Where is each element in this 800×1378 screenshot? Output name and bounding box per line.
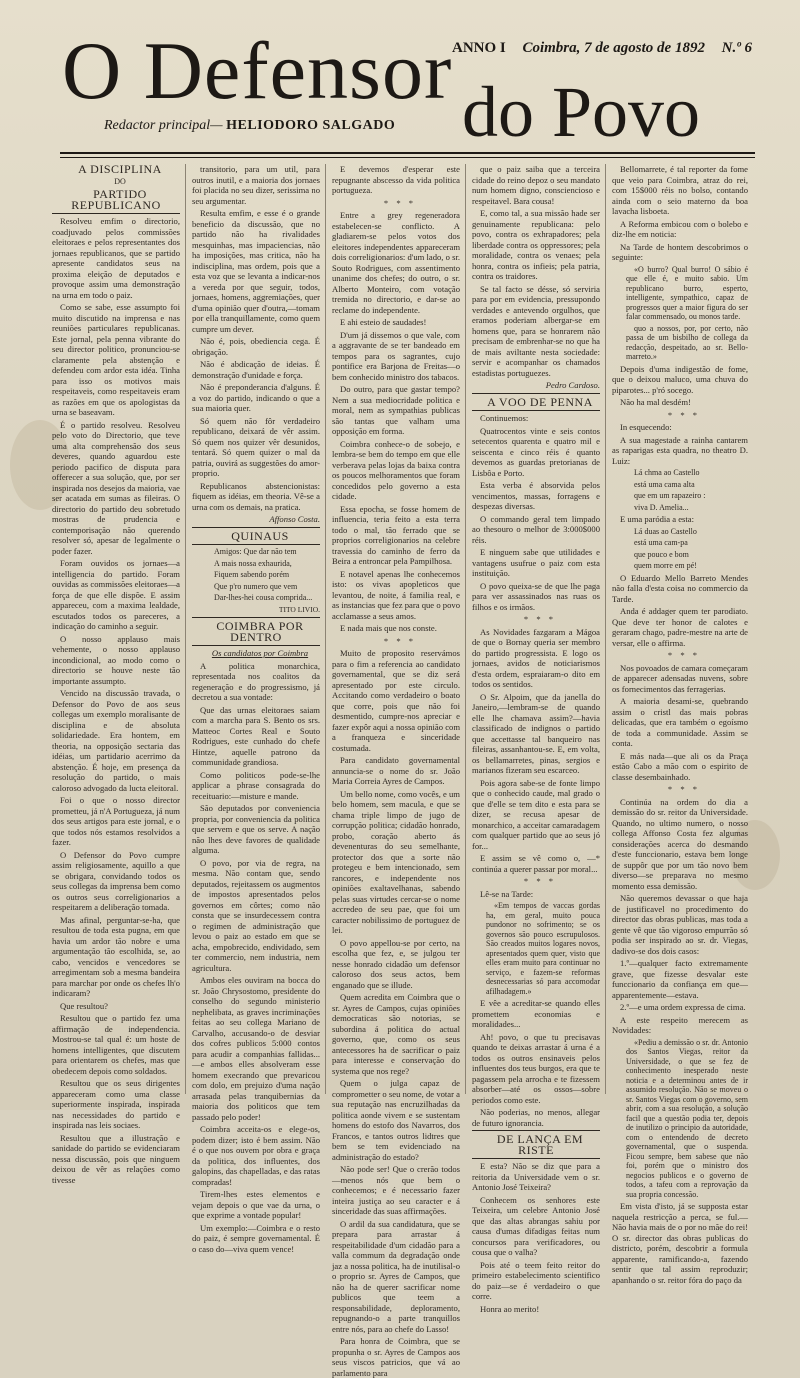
poem-line: Que p'ro numero que vem bbox=[214, 581, 298, 591]
column-separator bbox=[465, 164, 466, 1094]
paragraph: O Defensor do Povo cumpre assim religiosamente, aquillo a que se obrigara, convidando todos os seus collegas da imprensa bem como os outros seus correligionarios a respeitarem a deliberação tomada. bbox=[52, 849, 180, 912]
paragraph: Foi o que o nosso director prometteu, já n'A Portugueza, já num dos seus artigos para este jornal, e o que todos nós estamos resolvidos a fazer. bbox=[52, 795, 180, 847]
separator-stars: * * * bbox=[523, 614, 557, 624]
masthead-rule bbox=[60, 157, 755, 158]
paragraph: Do outro, para que gastar tempo? Nem a sua mediocridade politica e moral, nem as sympathias publicas são tantas que valham uma opposição em forma. bbox=[332, 384, 460, 436]
article-heading: PARTIDO REPUBLICANO bbox=[52, 189, 180, 214]
paragraph: Como se sabe, esse assumpto foi muito discutido na imprensa e nas reuniões particulares republicanas. Este jornal, pela penna vibrante do seu director politico, pronunciou-se claramente pela abstenção e defendeu com ardor esta idéa. Tinha para isso os motivos mais respeitaveis, como respeitaveis eram as razões em que os apologistas da urna se baseavam. bbox=[52, 302, 180, 417]
masthead-title-left: O Defensor bbox=[62, 25, 453, 116]
paragraph: Só quem não fôr verdadeiro republicano, deixará de vêr assim. Só quem nos quizer vêr desunidos, tentará. Só quem quizer o mal da patria, ouvirá as suggestões do amor-proprio. bbox=[192, 415, 320, 478]
paragraph: que o paiz saiba que a terceira cidade do reino depoz o seu mandato num homem digno, consciencioso e respeitavel. Bara cousa! bbox=[472, 164, 600, 206]
paragraph: Vencido na discussão travada, o Defensor do Povo de aos seus collegas um exemplo moralisante de disciplina e de absoluta solidariedade. Era hontem, em theoria, na opposição sectaria das idéias, um partidario acerrimo da abstenção. É hoje, em presença da resolução do partido, o mais caloroso advogado da lucta eleitoral. bbox=[52, 688, 180, 793]
paragraph: Continúa na ordem do dia a demissão do sr. reitor da Universidade. Quando, no ultimo numero, o nosso collega Affonso Costa fez algumas considerações acerca do desmando d'este funccionario, estava bem longe de suppôr que por um tão novo bem diverso—se preparava no mesmo momento essa demissão. bbox=[612, 796, 748, 891]
signature: Affonso Costa. bbox=[269, 514, 320, 524]
paragraph: Para candidato governamental annuncia-se o nome do sr. João Maria Correia Ayres de Campos. bbox=[332, 755, 460, 786]
paragraph: Foram ouvidos os jornaes—a intelligencia do partido. Foram ouvidas as commissões eleitoraes—a força de que elle dispõe. E assim appareceu, com a maxima lealdade, escutados todos os pareceres, a indicação do caminho a seguir. bbox=[52, 558, 180, 631]
paragraph: Esta verba é absorvida pelos vencimentos, massas, forragens e despezas diversas. bbox=[472, 480, 600, 511]
paragraph: Um exemplo:—Coimbra e o resto do paiz, é sempre governamental. É o caso do—viva quem vence! bbox=[192, 1222, 320, 1254]
verse-line: viva D. Amelia... bbox=[634, 502, 689, 512]
section-heading: DE LANÇA EM RISTE bbox=[472, 1130, 600, 1159]
column-separator bbox=[325, 164, 326, 1094]
paragraph: E más nada—que ali os da Praça estão Cabo a mão com o espirito de classe desembainhado. bbox=[612, 750, 748, 782]
paragraph: E ahi esteio de saudades! bbox=[340, 317, 427, 327]
paragraph: Não é preponderancia d'alguns. É a voz do partido, indicando o que a sua maioria quer. bbox=[192, 382, 320, 413]
editor-line bbox=[104, 118, 395, 134]
paragraph: Nos povoados de camara começaram de apparecer adensadas nuvens, sobre os fornecimentos das ferragerias. bbox=[612, 662, 748, 694]
paragraph: Não ha mal desdém! bbox=[620, 397, 691, 407]
paragraph: Resolveu emfim o directorio, coadjuvado pelos commissões eleitoraes e pelos representantes dos jornaes republicanos, que se partido apresente candidatos seus na proxima eleição de deputados e provoque assim uma demonstração na urna em todo o paiz. bbox=[52, 216, 180, 300]
paragraph: É o partido resolveu. Resolveu pelo voto do Directorio, que teve uma alta comprehensão dos seus deveres, quando aguardou este periodo pacifico de disputa para offerecer a sua solução, que, por ser inspirada nos desejos da maioria, vae ser acatada em sumas as fileiras. O directorio do partido deu sobretudo mostras de prudencia e contemporisação não querendo resolver só, apesar de legalmente o poder fazer. bbox=[52, 419, 180, 556]
paragraph: As Novidades fazgaram a Mágoa de que o Bornay queria ser membro do partido progressista. E logo os jornaes, avidos de noticiarismos d'esta ordem, espraiaram-o dito em todos os sentidos. bbox=[472, 626, 600, 689]
masthead-meta bbox=[452, 40, 752, 57]
issue-date: Coimbra, 7 de agosto de 1892 bbox=[522, 40, 705, 56]
paragraph: Ambos eles ouviram na bocca do sr. João Chrysostomo, presidente do conselho do segundo ministerio nephelibata, as graves incriminações feitas ao seu collega Mariano de Carvalho, accusando-o de desviar dos cofres publicos 5:000 contos para acudir a companhias fallidas...—e ambos elles absolveram esse homem execrando que prevaricou com dolo, em prejuizo d'uma nação arrasada pelas tranquibernias da maioria dos politicos que tem passado pelo poder! bbox=[192, 975, 320, 1122]
poem-line: Fiquem sabendo porém bbox=[214, 570, 290, 579]
section-heading: COIMBRA POR DENTRO bbox=[192, 617, 320, 646]
paragraph: Que resultou? bbox=[60, 1000, 108, 1011]
paragraph: Não é abdicação de ideias. É demonstração d'unidade e força. bbox=[192, 359, 320, 380]
paragraph: Muito de proposito reservámos para o fim a referencia ao candidato governamental, que se diz será apresentado por este circulo. Accitando como verdadeiro o boato que corre, pois que não foi desmentido, cumpre-nos apreciar e fazer expôr aqui a nossa opinião com a franqueza e sinceridade costumada. bbox=[332, 648, 460, 753]
separator-stars: * * * bbox=[667, 784, 701, 794]
paragraph: O nosso applauso mais vehemente, o nosso applauso incondicional, ao modo como o directorio se houve neste tão importante assumpto. bbox=[52, 633, 180, 686]
paragraph: O Sr. Alpoim, que da janella do Janeiro,—lembram-se de quando elle lhe chamava assim?—havia classificado de indignos o partido que accettasse tal banqueiro nas fileiras, assanhantou-se. E, em volta, os bellamarretes, pinas, sergios e marianos fizeram seu escarceo. bbox=[472, 691, 600, 775]
paragraph: E assim se vê como o, —* continúa a querer passar por moral... bbox=[472, 853, 600, 874]
paragraph: A Reforma embicou com o bolebo e diz-lhe em noticia: bbox=[612, 218, 748, 239]
paragraph: Pois até o teem feito reitor do primeiro estabelecimento scientifico do paiz—se é verdadeiro o que corre. bbox=[472, 1259, 600, 1301]
paragraph: O povo queixa-se de que lhe paga para ver assassinados nas ruas os filhos e os irmãos. bbox=[472, 580, 600, 612]
paragraph: A este respeito merecem as Novidades: bbox=[612, 1014, 748, 1035]
article-heading: A DISCIPLINA bbox=[78, 162, 162, 176]
quotation: quo a nossos, por, por certo, não passa de um bisbilho de collega da redacção, despeitado, ao sr. Bello-marreto.» bbox=[626, 323, 748, 361]
section-heading: QUINAUS bbox=[192, 527, 320, 546]
column-5 bbox=[612, 164, 748, 1285]
paragraph: Coimbra conhece-o de sobejo, e lembra-se bem do tempo em que elle verberava pelas lojas da baixa contra os poucos melhoramentos que foram concedidos pelo governo a esta cidade. bbox=[332, 438, 460, 501]
paragraph: E uma paródia a esta: bbox=[620, 514, 694, 524]
paragraph: E vêe a acreditar-se quando elles promettem economias e moralidades... bbox=[472, 998, 600, 1029]
verse-line: Lá chma ao Castello bbox=[634, 468, 700, 477]
paragraph: Quatrocentos vinte e seis contos setecentos quarenta e quatro mil e seiscenta e cinco réis é quanto devemos as guardas pretorianas de Lisbôa e Porto. bbox=[472, 425, 600, 478]
separator-stars: * * * bbox=[383, 635, 417, 646]
paragraph: Continuemos: bbox=[480, 413, 529, 423]
paragraph: Que das urnas eleitoraes saiam com a marcha para S. Bento os srs. Matteoc Cortes Real e Souto Rodrigues, este cunhado do chefe Hintze, aquelle patrono da communidade grandiosa. bbox=[192, 704, 320, 767]
paragraph: Republicanos abstencionistas: fiquem as idéias, em theoria. Vê-se a urna com os demais, na pratica. bbox=[192, 480, 320, 512]
paragraph: E devemos d'esperar este repugnante abscesso da vida politica portugueza. bbox=[332, 164, 460, 195]
separator-stars: * * * bbox=[523, 876, 557, 886]
verse-line: está uma cama alta bbox=[634, 479, 695, 489]
paragraph: E, como tal, a sua missão hade ser genuinamente republicana: pelo povo, contra os exhrapadores; pela liberdade contra os oppressores; pela moralidade, contra os venaes; pela honra, contra os infieis; pela patria, contra os traidores. bbox=[472, 208, 600, 281]
separator-stars: * * * bbox=[667, 409, 701, 420]
paragraph: E nada mais que nos conste. bbox=[340, 623, 437, 633]
paragraph: O ardil da sua candidatura, que se prepara para arrastar á respeitabilidade d'um cidadão para a valla commum da degradação onde jaz a nossa politica, ha de inutilisal-o o proprio sr. Ayres de Campos, que não ha de querer sacrificar nome publicos que teem a responsabilidade, deploramento, repugnando-o a parte tranquillos entre nós, para ao chefe do Lasso! bbox=[332, 1218, 460, 1334]
issue-year: ANNO I bbox=[452, 40, 506, 56]
poem-line: Amigos: Que dar não tem bbox=[214, 547, 297, 556]
quotation: «O burro? Qual burro! O sábio é que elle é, e muito sabio. Um republicano burro, esperto, intelligente, sympathico, capaz de progressos quer a maior figura do ser falar commensado, ou monos tarde. bbox=[626, 264, 748, 321]
paragraph: Não pode ser! Que o crerão todos—menos nós que bem o conhecemos; e é necessario fazer inteira justiça ao seu caracter e á sinceridade das suas affirmações. bbox=[332, 1164, 460, 1216]
paragraph: Como politicos pode-se-lhe applicar a phrase consagrada do receituario:—misture e mande. bbox=[192, 769, 320, 801]
paragraph: E esta? Não se diz que para a reitoria da Universidade vem o sr. Antonio José Teixeira? bbox=[472, 1161, 600, 1192]
verse-line: que pouco e bom bbox=[634, 549, 689, 559]
paragraph: D'um já dissemos o que vale, com a aggravante de se ter bandeado em tempos para os sagrantes, cujo pontifice era Barjona de Freitas—o bem conhecido ministro dos tabacos. bbox=[332, 329, 460, 382]
verse-line: que em um rapazeiro : bbox=[634, 491, 706, 500]
paragraph: Para honra de Coimbra, que se propunha o sr. Ayres de Campos aos seus viscos patricios, que vá ao parlamento para bbox=[332, 1336, 460, 1378]
verse-line: está uma cam-pa bbox=[634, 538, 688, 547]
paragraph: Coimbra acceita-os e elege-os, podem dizer; isto é bem assim. Não é o que nos ouvem por obra e graça da politica, dos influentes, dos galopins, das chapelladas, e das ratas compradas! bbox=[192, 1124, 320, 1187]
paragraph: Um bello nome, como vocês, e um belo homem, sem macula, e que se chama triple limpo de jugo de corrupção politica; cidadão honrado, probo, coração aberto ás devenenturas do seu semelhante, protector dos que a sorte não protegeu e bem intencionado, sem rancores, e independente nos opiniões exaltavelhanas, sabendo pelas suas virtudes cercar-se o nome accredeo de seu pae, que foi um caracter nobilissimo de portuguez de lei. bbox=[332, 788, 460, 935]
paragraph: Bellomarrete, é tal reporter da fome que veio para Coimbra, atraz do rei, com 15$000 réis no bolso, contando ainda com o seio materno da boa lavacha lisboeta. bbox=[612, 164, 748, 216]
paragraph: Resulta emfim, e esse é o grande beneficio da discussão, que no partido não ha rivalidades mesquinhas, mas impaciencias, não ha imposições, mas critica, não ha indisciplina, mas ordem, pois que a esta voz que se levanta a indicar-nos a vereda por que seguir, todos, jornaes, homens, aggremiações, quer d'uma opinião quer d'outra,—tomam por ella tranquillamente, como quem cumpre um dever. bbox=[192, 208, 320, 334]
paragraph: Depois d'uma indigestão de fome, que o deixou maluco, uma chuva do piparotes... p'ró socego. bbox=[612, 363, 748, 395]
article-heading-connector: DO bbox=[114, 176, 126, 186]
paragraph: O commando geral tem limpado ao thesouro o melhor de 3:000$000 réis. bbox=[472, 513, 600, 545]
paragraph: Honra ao merito! bbox=[480, 1303, 540, 1314]
paragraph: Pois agora sabe-se de fonte limpo que o conhecido caude, mal grado o que d'elle se tem dito e esta para se dizer, se recusa apesar de monarchico, a acceitar camaradagem com qualquer partido que ao seus jó for... bbox=[472, 777, 600, 851]
column-separator bbox=[185, 164, 186, 1094]
quotation: «Em tempos de vaccas gordas ha, em geral, muito pouca pundonor no sofrimento; se os governos são pouco escrupulosos. São creados muitos logares novos, apresentados quem quer, visto que elles eram muito para continuar no serviço, e fazem-se reformas desnecessarias só para accomodar afilhadagem.» bbox=[486, 901, 600, 996]
editor-name: HELIODORO SALGADO bbox=[226, 118, 396, 133]
verse-line: Lá duas ao Castello bbox=[634, 526, 697, 536]
poem-line: A mais nossa exhaurida, bbox=[214, 558, 292, 568]
column-4 bbox=[472, 164, 600, 1314]
column-3 bbox=[332, 164, 460, 1378]
signature: Pedro Cardoso. bbox=[545, 380, 600, 390]
paragraph: Se tal facto se désse, só serviria para por em evidencia, pressupondo verdades e antevendo orgulhos, que eramos poderiam albergar-se em homens que, para se honrarem não precisam de embrenhar-se no que ha de mais aviltante nesta sociedade: servir e acompanhar os chamados estadistas portuguezes. bbox=[472, 283, 600, 378]
paragraph: transitorio, para um util, para outros inutil, e a maioria dos jornaes foi placida no seu dizer, serissima no seu argumentar. bbox=[192, 164, 320, 206]
paragraph: Anda é addager quem ter parodiato. Que deve ter honor de calotes e geraram chago, padre-mestre na arte de versar, elle o affirma. bbox=[612, 606, 748, 648]
paragraph: Na Tarde de hontem descobrimos o seguinte: bbox=[612, 241, 748, 262]
paragraph: E ninguem sabe que utilidades e vantagens usufrue o paiz com esta instituição. bbox=[472, 547, 600, 578]
paragraph: A maioria desami-se, quebrando assim o cristl das mais pobras delicadas, que era também o egoísmo de toda a communidade. Assim se conta. bbox=[612, 696, 748, 748]
paragraph: Em vista d'isto, já se supposta estar naquela restricção a perca, se ful.—Não havia mais de o por no mãe do rei! O sr. director das obras publicas do districto, porém, descobrir a formula apparente, ramificando-a, fazendo sentir que tal assim reproduzir; apanhando o sr. reitor fóra do paço da bbox=[612, 1201, 748, 1285]
poem-author: TITO LIVIO. bbox=[278, 604, 320, 614]
quotation: «Pediu a demissão o sr. dr. Antonio dos Santos Viegas, reitor da Universidade, o que se fez de conhecimento inesperado neste noticia e a determinou antes de ir assumido resolução. Não se moveu o sr. Santos Viegas com o governo, sem abrir, com a sua resolução, a solução facil que a questão podia ter, depois de inutilizo o principio da autoridade, com o entendendo de decreto governamental, que o suspenda. Ficou sempre, bem sabese que não foi, porém que o ministro dos negocios publicos e o governo de todos, a tafeu com a reprovação da sua propria concessão. bbox=[626, 1037, 748, 1199]
editor-label: Redactor principal— bbox=[104, 118, 223, 133]
column-2 bbox=[192, 164, 320, 1254]
paragraph: Entre a grey regeneradora estabelecen-se conflicto. A gladiarem-se pelos votos dos eleitores independentes appareceram dois correligionarios: d'um lado, o sr. Souto Rodrigues, com assentimento unanime dos chefes; do outro, o sr. Alberto Monteiro, com votação tremida no directorio, e dar-se ao reclame do independente. bbox=[332, 210, 460, 315]
issue-number: N.º 6 bbox=[721, 40, 752, 56]
paragraph: Ah! povo, o que tu precisavas quando te deixas arrastar á urna é a todos os outros ensinaveis pelos influentes dos teus burgos, era que te pagassem pela arrocha e te fizessem absorber—até os ossos—sobre periodos como este. bbox=[472, 1031, 600, 1105]
paragraph: O Eduardo Mello Barreto Mendes não falla d'esta coisa no commercio da Tarde. bbox=[612, 572, 748, 604]
paragraph: Mas afinal, perguntar-se-ha, que resultou de toda esta pugna, em que havia um ardor tão nobre e uma argumentação tão escolhida, se, ao cabo, vencidos e vencedores se arregimentam sob a mesma bandeira para marchar por onde os chefes lh'o indicaram? bbox=[52, 914, 180, 998]
separator-stars: * * * bbox=[383, 197, 417, 208]
separator-stars: * * * bbox=[667, 650, 701, 660]
paragraph: São deputados por conveniencia propria, por conveniencia da politica que servem e que os serve. A nação não lhes deve favores de qualidade alguma. bbox=[192, 803, 320, 855]
paragraph: Tirem-lhes estes elementos e vejam depois o que vae da urna, o que exprime a vontade popular! bbox=[192, 1189, 320, 1220]
paragraph: Não poderias, no menos, allegar de futuro ignorancia. bbox=[472, 1107, 600, 1128]
paragraph: Resultou que o partido fez uma affirmação de independencia. Mostrou-se tal qual é: um hoste de homens intelligentes, que discutem para orientarem os chefes, mas que obedecem depois como soldados. bbox=[52, 1013, 180, 1076]
paragraph: Não é, pois, obediencia cega. É obrigação. bbox=[192, 336, 320, 357]
verse-line: quem morre em pé! bbox=[634, 561, 697, 570]
paragraph: 2.º—e uma ordem expressa de cima. bbox=[620, 1002, 746, 1012]
poem-line: Dar-lhes-hei cousa comprida... bbox=[214, 593, 313, 602]
section-subheading: Os candidatos por Coimbra bbox=[211, 648, 309, 658]
paragraph: In esquecendo: bbox=[620, 422, 672, 432]
column-separator bbox=[605, 164, 606, 1094]
paragraph: A sua magestade a rainha cantarem as raparigas esta quadra, no theatro D. Luiz: bbox=[612, 434, 748, 466]
paragraph: Resultou que a illustração e sanidade do partido se evidenciaram nessa discussão, pois que ninguem deixou de vêr as relações como tivesse bbox=[52, 1132, 180, 1185]
paragraph: Resultou que os seus dirigentes appareceram como uma classe superiormente inspirada, inspirada nas necessidades do partido e inspirada nas leis sociaes. bbox=[52, 1078, 180, 1130]
paragraph: 1.º—qualquer facto extremamente grave, que fizesse desvalar este funccionario da confiança em que—apparentemente—estava. bbox=[612, 958, 748, 1000]
paragraph: Lê-se na Tarde: bbox=[480, 888, 534, 899]
masthead-rule bbox=[60, 152, 755, 154]
paragraph: A politica monarchica, representada nos coalitos da regeneração e do progressismo, já decretou a sua vontade: bbox=[192, 660, 320, 702]
masthead-title-right: do Povo bbox=[462, 72, 701, 152]
paragraph: Quem o julga capaz de comprometter o seu nome, de votar a sua reputação nas encruzilhadas da politica aonde vivem e se sustentam homens do estofo dos Navarros, dos Francos, e tantos outros lidtres que bem se tem evidenciado na administração do estado? bbox=[332, 1078, 460, 1162]
paragraph: Não queremos devassar o que haja de justificavel no procedimento do director das obras publicas, mas toda a gente vê que tão vigoroso empurrão só podia ser inspirado ao sr. dr. Viegas, dadivo-se dos dois casos: bbox=[612, 893, 748, 956]
paragraph: O povo, por via de regra, na mesma. Não contam que, sendo deputados, rejeitassem os augmentos de impostos apresentados pelos governos em côrtes; como não consta que se insurdecessem contra o regimen de administração que levou o paiz ao estado em que se acha, empobrecido, endividado, sem ter commercio, nem industria, nem agricultura. bbox=[192, 857, 320, 973]
paragraph: Conhecem os senhores este Teixeira, um celebre Antonio José que das altas abrangas sahiu por causa d'umas difadigas feitas num concursos para verificadores, ou cousa que o valha? bbox=[472, 1194, 600, 1257]
paragraph: E notavel apenas lhe conhecemos isto: os vivas apopleticos que levantou, de noite, á familia real, e as instancias que fez para que o povo acclamasse a seus amos. bbox=[332, 568, 460, 621]
section-heading: A VOO DE PENNA bbox=[472, 393, 600, 412]
paragraph: Quem acredita em Coimbra que o sr. Ayres de Campos, cujas opiniões democraticas são notorias, se subordina á politica do actual governo, que, como os seus antecessores ha de sacrificar o paiz para interesse e conservação do systema que nos rege? bbox=[332, 992, 460, 1076]
column-1 bbox=[52, 162, 180, 1185]
paragraph: Essa epocha, se fosse homem de influencia, teria feito a esta terra todo o mal, tão ferrado que se proprios correligionarios na celebre travessia do caminho de ferro da Beira a entroncar pela Pampilhosa. bbox=[332, 503, 460, 566]
paragraph: O povo appellou-se por certo, na escolha que fez, e, se julgou ter nesse honrado cidadão um defensor caloroso dos seus actos, bem enganado que se illude. bbox=[332, 937, 460, 990]
